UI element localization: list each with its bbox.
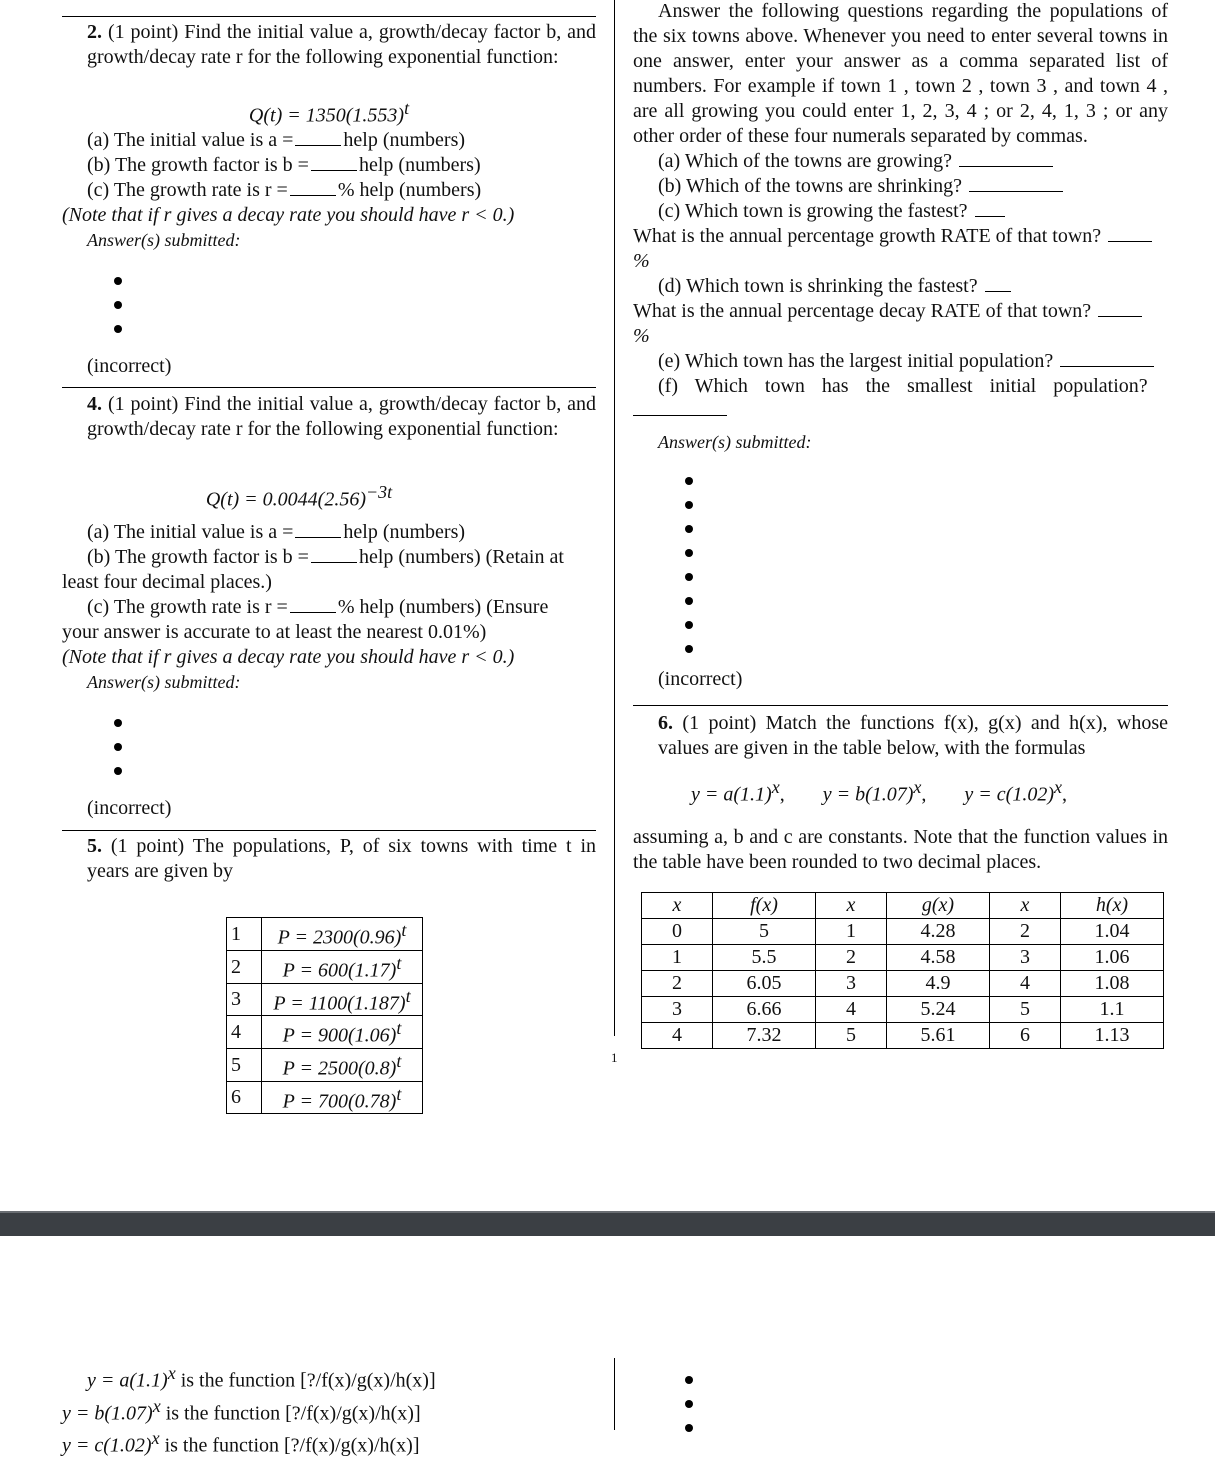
list-item (114, 734, 596, 758)
town-number: 2 (227, 950, 262, 983)
town-formula-exponent: t (396, 1083, 402, 1104)
submitted-answers-list (114, 268, 596, 340)
match-formula-1: y = a(1.1) (87, 1369, 168, 1392)
table-cell: 3 (816, 970, 887, 996)
list-item (685, 588, 1168, 612)
table-cell: 6.05 (713, 970, 816, 996)
table-row (227, 950, 423, 983)
table-cell: 3 (990, 944, 1061, 970)
table-cell: 1.06 (1061, 944, 1164, 970)
list-item (685, 636, 1168, 660)
function-values-table (641, 892, 1164, 1049)
divider-rule (62, 830, 596, 831)
answer-f-input[interactable] (633, 399, 727, 416)
question-d-rate: What is the annual percentage decay RATE of that town? (633, 300, 1092, 322)
town-formula (262, 1048, 423, 1081)
table-cell: 5.5 (713, 944, 816, 970)
table-cell: 6.66 (713, 996, 816, 1022)
part-a-label: (a) The initial value is a = (87, 521, 294, 544)
question-2 (62, 20, 596, 379)
help-link[interactable]: help (numbers) (343, 521, 466, 544)
equation-exponent: t (404, 98, 410, 118)
divider-rule (633, 705, 1168, 706)
table-cell: 4 (816, 996, 887, 1022)
answer-c-rate-input[interactable] (1108, 225, 1152, 242)
town-formula (262, 1016, 423, 1049)
table-cell: 4 (990, 970, 1061, 996)
list-item (114, 316, 596, 340)
divider-rule (62, 387, 596, 388)
question-4 (62, 392, 596, 822)
formula-exponent: x (152, 1395, 161, 1416)
table-cell: 4.28 (887, 918, 990, 944)
list-item (114, 758, 596, 782)
table-row (642, 996, 1164, 1022)
answer-b-input[interactable] (969, 175, 1063, 192)
list-item (685, 612, 1168, 636)
column-divider (614, 1358, 615, 1430)
question-number: 4. (87, 392, 102, 415)
part-b-label: (b) The growth factor is b = (87, 153, 309, 176)
answers-submitted-label: Answer(s) submitted: (87, 672, 241, 693)
question-intro: (1 point) Match the functions f(x), g(x) and h(x), whose values are given in the table below, with the formulas (658, 712, 1169, 759)
list-item (114, 292, 596, 316)
percent-sign: % (633, 250, 650, 272)
table-cell: 4 (642, 1022, 713, 1048)
town-formula-base: P = 700(0.78) (282, 1090, 397, 1113)
table-cell: 6 (990, 1022, 1061, 1048)
column-header: g(x) (887, 892, 990, 918)
match-select-3[interactable]: is the function [?/f(x)/g(x)/h(x)] (164, 1434, 420, 1457)
match-select-2[interactable]: is the function [?/f(x)/g(x)/h(x)] (165, 1402, 421, 1425)
question-intro: (1 point) Find the initial value a, growth/decay factor b, and growth/decay rate r for the following exponential function: (87, 392, 597, 440)
help-link[interactable]: help (numbers) (358, 153, 481, 176)
question-c: (c) Which town is growing the fastest? (658, 200, 968, 222)
question-b: (b) Which of the towns are shrinking? (658, 175, 962, 197)
column-header: x (816, 892, 887, 918)
list-item (114, 268, 596, 292)
question-5 (62, 834, 596, 1114)
table-row (227, 1048, 423, 1081)
town-formula-exponent: t (396, 1018, 402, 1039)
table-row (642, 970, 1164, 996)
answer-c-input[interactable] (975, 200, 1005, 217)
question-intro: (1 point) Find the initial value a, growth/decay factor b, and growth/decay rate r for the following exponential function: (87, 21, 597, 68)
table-row (227, 918, 423, 951)
part-c-continuation: your answer is accurate to at least the nearest 0.01%) (62, 621, 487, 644)
town-formula-base: P = 900(1.06) (282, 1024, 397, 1047)
table-cell: 3 (642, 996, 713, 1022)
answer-d-input[interactable] (985, 275, 1011, 292)
question-c-rate: What is the annual percentage growth RATE of that town? (633, 225, 1102, 247)
answer-c-input[interactable] (290, 179, 336, 196)
formula-2: y = b(1.07) (822, 783, 914, 806)
part-b-continuation: least four decimal places.) (62, 571, 272, 594)
town-formula-exponent: t (401, 920, 407, 941)
question-6: 6. (1 point) Match the functions f(x), g(x) and h(x), whose values are given in the table below, with the formulas $y = a(1.1)^x$, $y = b(1.07)^x$, $y = c(1.02)^x$, assuming a, b and c are constants. Note that the function values in the table have been rounded to two decimal places. x f(x) x g(x) x h(x) 0 5 1 4.28 2 1.04 1 5.5 2 4.58 3 1.06 2 6.05 3 4.9 4 1.08 3 6.66 4 5.24 5 1.1 4 7.32 5 5.61 6 1.13 (633, 711, 1168, 1049)
table-cell: 2 (816, 944, 887, 970)
answers-submitted-label: Answer(s) submitted: (658, 432, 812, 452)
match-formula-3: y = c(1.02) (62, 1434, 152, 1457)
answer-c-input[interactable] (290, 596, 336, 613)
formula-exponent: x (1053, 777, 1062, 797)
table-cell: 4.58 (887, 944, 990, 970)
town-formula (262, 950, 423, 983)
town-formula-exponent: t (396, 1050, 402, 1071)
town-formula (262, 1081, 423, 1114)
match-select-1[interactable]: is the function [?/f(x)/g(x)/h(x)] (180, 1369, 436, 1392)
q5-instructions (633, 0, 1168, 149)
equation: Q(t) = 0.0044(2.56) (205, 488, 366, 511)
table-cell: 2 (990, 918, 1061, 944)
town-formula (262, 918, 423, 951)
town-formula-exponent: t (405, 985, 411, 1006)
table-row (227, 1016, 423, 1049)
list-item (685, 516, 1168, 540)
part-a-label: (a) The initial value is a = (87, 128, 294, 151)
town-formula (262, 983, 423, 1016)
column-header: f(x) (713, 892, 816, 918)
answers-submitted-label: Answer(s) submitted: (87, 229, 241, 250)
table-cell: 1.13 (1061, 1022, 1164, 1048)
table-row (227, 1081, 423, 1114)
town-number: 6 (227, 1081, 262, 1114)
table-cell: 5.61 (887, 1022, 990, 1048)
status-incorrect: (incorrect) (658, 668, 743, 690)
part-c-label: (c) The growth rate is r = (87, 178, 288, 201)
status-incorrect: (incorrect) (87, 797, 172, 820)
status-incorrect: (incorrect) (87, 354, 172, 377)
column-header: x (642, 892, 713, 918)
formula-1: y = a(1.1) (691, 783, 772, 806)
table-note: assuming a, b and c are constants. Note that the function values in the table have been rounded to two decimal places. (633, 825, 1168, 873)
divider-rule (62, 16, 596, 17)
list-item (685, 564, 1168, 588)
answer-a-input[interactable] (295, 521, 341, 538)
table-cell: 1.04 (1061, 918, 1164, 944)
table-cell: 5 (713, 918, 816, 944)
table-cell: 2 (642, 970, 713, 996)
formula-3: y = c(1.02) (964, 783, 1054, 806)
table-row (642, 918, 1164, 944)
answer-d-rate-input[interactable] (1098, 300, 1142, 317)
table-cell: 1 (642, 944, 713, 970)
list-item (685, 492, 1168, 516)
town-number: 4 (227, 1016, 262, 1049)
question-f: (f) Which town has the smallest initial population? (658, 375, 1148, 397)
part-c-label: (c) The growth rate is r = (87, 596, 288, 619)
percent-sign: % (633, 325, 650, 347)
table-cell: 5 (816, 1022, 887, 1048)
part-b-label: (b) The growth factor is b = (87, 546, 309, 569)
table-cell: 7.32 (713, 1022, 816, 1048)
answer-b-input[interactable] (311, 546, 357, 563)
town-number: 5 (227, 1048, 262, 1081)
instructions-text: Answer the following questions regarding the populations of the six towns above. Whenever you need to enter several towns in one answer, enter your answer as a comma separated list of numbers. For example if town 1 , town 2 , town 3 , and town 4 , are all growing you could enter 1, 2, 3, 4 ; or 2, 4, 1, 3 ; or any other order of these four numerals separated by commas. (633, 0, 1168, 147)
viewer-toolbar (0, 1213, 1215, 1236)
equation: Q(t) = 1350(1.553) (248, 104, 405, 127)
question-number: 2. (87, 21, 102, 43)
right-column (633, 0, 1168, 1049)
note: (Note that if r gives a decay rate you should have r < 0.) (62, 646, 515, 669)
table-row (227, 983, 423, 1016)
match-formula-2: y = b(1.07) (62, 1402, 153, 1425)
list-item (685, 468, 1168, 492)
column-header: x (990, 892, 1061, 918)
help-link[interactable]: % help (numbers) (Ensure (337, 596, 549, 619)
answer-e-input[interactable] (1060, 350, 1154, 367)
answer-a-input[interactable] (959, 150, 1053, 167)
table-cell: 5.24 (887, 996, 990, 1022)
left-column (62, 0, 596, 1114)
town-number: 3 (227, 983, 262, 1016)
equation-exponent: −3t (365, 481, 393, 502)
question-number: 6. (658, 712, 673, 734)
next-page-fragment (62, 1361, 602, 1459)
towns-table (226, 917, 423, 1114)
question-e: (e) Which town has the largest initial population? (658, 350, 1054, 372)
list-item (685, 540, 1168, 564)
formula-exponent: x (151, 1428, 160, 1449)
help-link[interactable]: % help (numbers) (337, 178, 482, 201)
town-number: 1 (227, 918, 262, 951)
question-a: (a) Which of the towns are growing? (658, 150, 952, 172)
formula-exponent: x (913, 777, 922, 797)
formula-exponent: x (167, 1363, 176, 1383)
column-divider (614, 0, 615, 1036)
table-cell: 0 (642, 918, 713, 944)
table-cell: 1 (816, 918, 887, 944)
formula-exponent: x (771, 777, 780, 797)
table-cell: 1.1 (1061, 996, 1164, 1022)
town-formula-base: P = 2500(0.8) (282, 1057, 397, 1080)
answer-a-input[interactable] (295, 129, 341, 146)
table-cell: 4.9 (887, 970, 990, 996)
question-d: (d) Which town is shrinking the fastest? (658, 275, 978, 297)
table-cell: 5 (990, 996, 1061, 1022)
submitted-answers-list (685, 468, 1168, 660)
town-formula-base: P = 1100(1.187) (273, 992, 406, 1015)
town-formula-exponent: t (396, 952, 402, 973)
column-header: h(x) (1061, 892, 1164, 918)
table-cell: 1.08 (1061, 970, 1164, 996)
list-item (114, 710, 596, 734)
help-link[interactable]: help (numbers) (Retain at (358, 546, 564, 569)
question-number: 5. (87, 835, 102, 858)
note: (Note that if r gives a decay rate you should have r < 0.) (62, 203, 515, 226)
help-link[interactable]: help (numbers) (343, 128, 466, 151)
table-row (642, 944, 1164, 970)
submitted-answers-list (114, 710, 596, 782)
table-row (642, 1022, 1164, 1048)
question-intro: (1 point) The populations, P, of six towns with time t in years are given by (87, 835, 597, 883)
page-number: 1 (611, 1050, 618, 1065)
town-formula-base: P = 2300(0.96) (277, 926, 402, 949)
town-formula-base: P = 600(1.17) (282, 959, 397, 982)
answer-b-input[interactable] (311, 154, 357, 171)
